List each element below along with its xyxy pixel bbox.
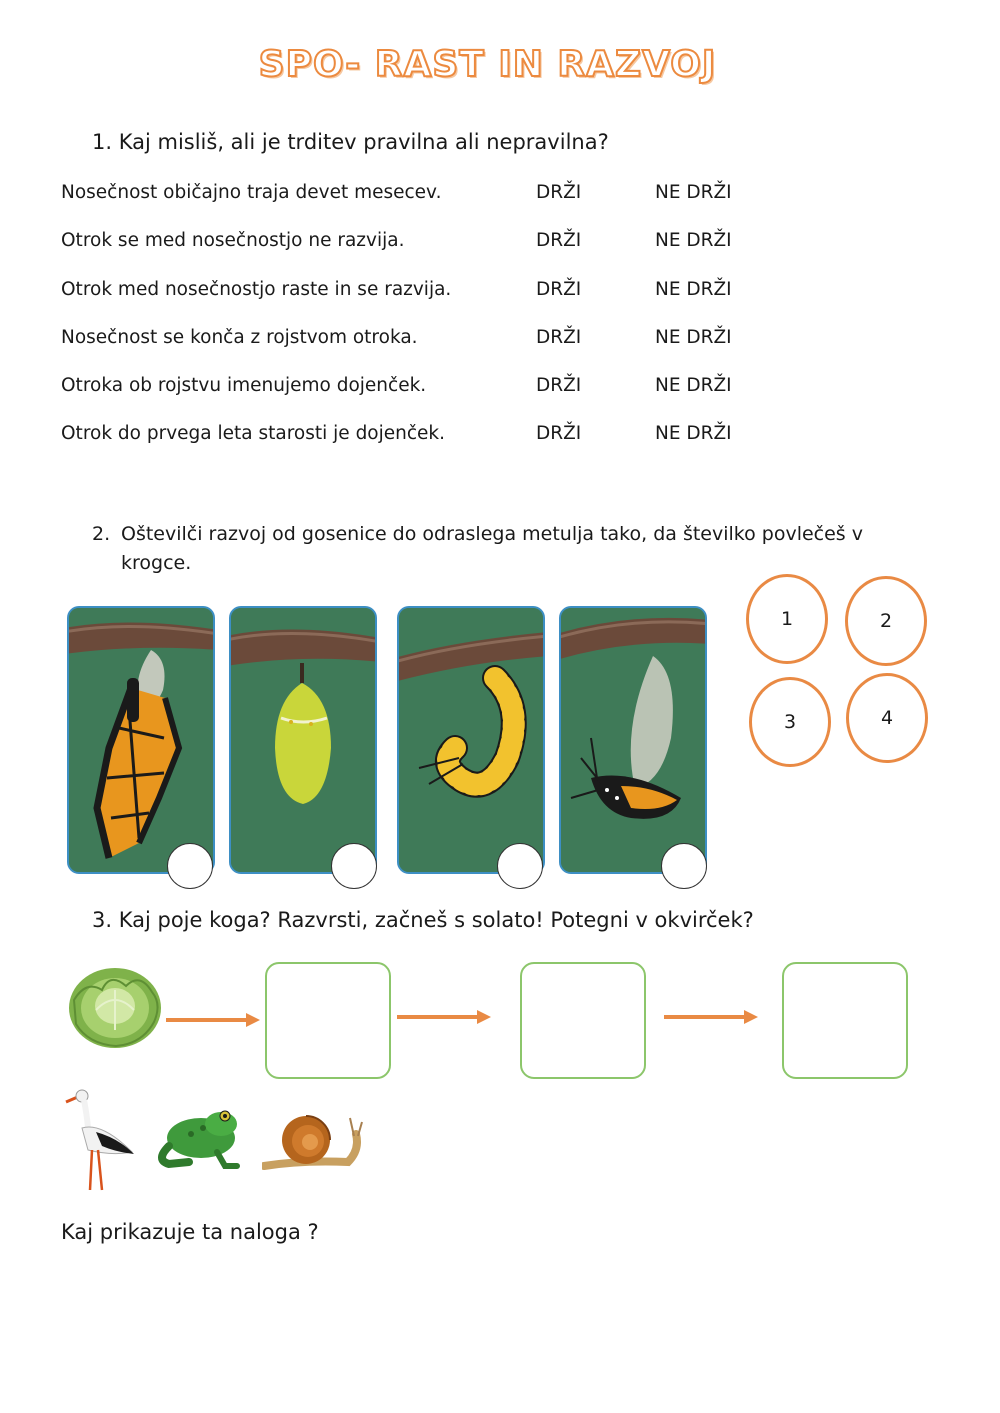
statement-row — [61, 230, 821, 256]
arrow-right-icon — [664, 1007, 760, 1027]
statement-text: Otroka ob rojstvu imenujemo dojenček. — [61, 375, 427, 396]
frog-icon[interactable] — [155, 1100, 243, 1170]
task4-question: Kaj prikazuje ta naloga ? — [61, 1220, 319, 1244]
arrow-right-icon — [166, 1010, 262, 1030]
order-drop-circle-2[interactable] — [331, 843, 377, 889]
task2-question — [92, 520, 922, 578]
order-drop-circle-1[interactable] — [167, 843, 213, 889]
option-true[interactable]: DRŽI — [536, 230, 582, 251]
statement-text: Otrok se med nosečnostjo ne razvija. — [61, 230, 405, 251]
statement-text: Nosečnost običajno traja devet mesecev. — [61, 182, 442, 203]
task2-number: 2. — [92, 523, 111, 545]
option-false[interactable]: NE DRŽI — [655, 230, 732, 251]
lettuce-icon — [66, 960, 164, 1052]
butterfly-emerging-image — [559, 606, 707, 874]
statement-row — [61, 375, 821, 401]
stork-icon[interactable] — [62, 1082, 138, 1194]
order-drop-circle-4[interactable] — [661, 843, 707, 889]
statement-row — [61, 423, 821, 449]
option-true[interactable]: DRŽI — [536, 182, 582, 203]
option-true[interactable]: DRŽI — [536, 375, 582, 396]
option-false[interactable]: NE DRŽI — [655, 375, 732, 396]
option-false[interactable]: NE DRŽI — [655, 423, 732, 444]
task3-question: 3. Kaj poje koga? Razvrsti, začneš s solato! Potegni v okvirček? — [92, 908, 754, 932]
task2-text: Oštevilči razvoj od gosenice do odraslega metulja tako, da številko povlečeš v krogce. — [121, 523, 863, 574]
arrow-right-icon — [397, 1007, 493, 1027]
statement-text: Nosečnost se konča z rojstvom otroka. — [61, 327, 418, 348]
caterpillar-image — [397, 606, 545, 874]
number-token-3[interactable]: 3 — [749, 677, 831, 767]
option-true[interactable]: DRŽI — [536, 423, 582, 444]
option-false[interactable]: NE DRŽI — [655, 182, 732, 203]
statement-row — [61, 279, 821, 305]
food-chain-box-2[interactable] — [520, 962, 646, 1079]
number-token-4[interactable]: 4 — [846, 673, 928, 763]
statement-row — [61, 327, 821, 353]
task1-question: 1. Kaj misliš, ali je trditev pravilna ali nepravilna? — [92, 130, 609, 154]
statement-row — [61, 182, 821, 208]
butterfly-emerged-image — [67, 606, 215, 874]
statement-text: Otrok med nosečnostjo raste in se razvija. — [61, 279, 452, 300]
statement-text: Otrok do prvega leta starosti je dojenček. — [61, 423, 446, 444]
option-false[interactable]: NE DRŽI — [655, 279, 732, 300]
option-true[interactable]: DRŽI — [536, 327, 582, 348]
option-false[interactable]: NE DRŽI — [655, 327, 732, 348]
chrysalis-image — [229, 606, 377, 874]
food-chain-box-3[interactable] — [782, 962, 908, 1079]
number-token-1[interactable]: 1 — [746, 574, 828, 664]
option-true[interactable]: DRŽI — [536, 279, 582, 300]
snail-icon[interactable] — [262, 1110, 364, 1170]
order-drop-circle-3[interactable] — [497, 843, 543, 889]
number-token-2[interactable]: 2 — [845, 576, 927, 666]
food-chain-box-1[interactable] — [265, 962, 391, 1079]
page-title: SPO- RAST IN RAZVOJ — [258, 44, 717, 85]
